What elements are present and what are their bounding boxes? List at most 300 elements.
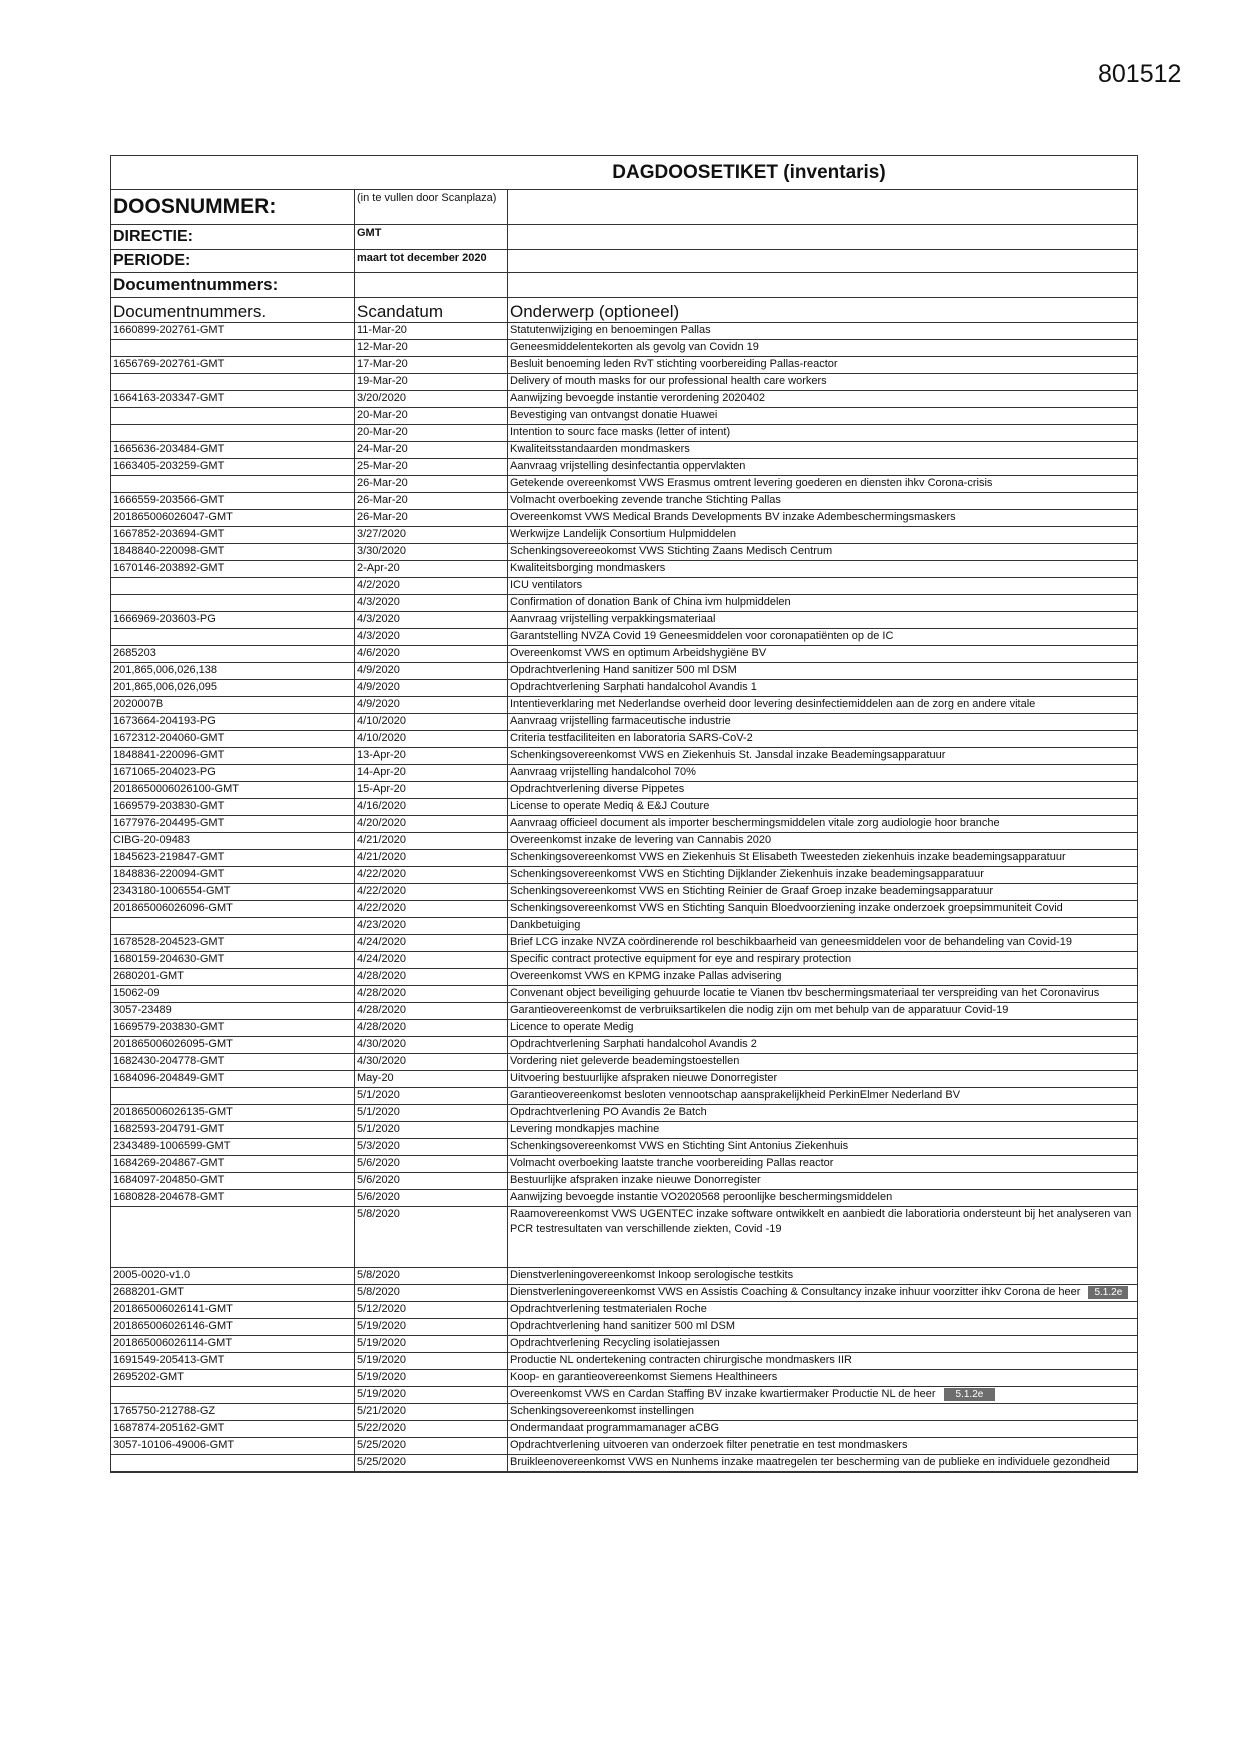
- scan-date-cell: [355, 374, 508, 390]
- table-row: [111, 1319, 1137, 1336]
- subject-cell: [508, 969, 1137, 985]
- scan-date-cell: [355, 952, 508, 968]
- scan-date-cell-text: 4/3/2020: [357, 613, 400, 625]
- doc-number-cell: [111, 476, 355, 492]
- table-row: [111, 1037, 1137, 1054]
- scan-date-cell-text: 26-Mar-20: [357, 494, 408, 506]
- doc-number-cell: [111, 782, 355, 798]
- scan-date-cell-text: May-20: [357, 1072, 394, 1084]
- doc-number-cell-text: 1684096-204849-GMT: [113, 1072, 225, 1084]
- doc-number-cell: [111, 1139, 355, 1155]
- scan-date-cell-text: 3/20/2020: [357, 392, 406, 404]
- scan-date-cell: [355, 714, 508, 730]
- documentnummers-row: [111, 273, 1137, 298]
- doc-number-cell: [111, 1173, 355, 1189]
- scan-date-cell: [355, 459, 508, 475]
- subject-cell: [508, 935, 1137, 951]
- subject-cell: [508, 1054, 1137, 1070]
- scan-date-cell: [355, 986, 508, 1002]
- doc-number-cell-text: 1664163-203347-GMT: [113, 392, 225, 404]
- scan-date-cell-text: 4/30/2020: [357, 1038, 406, 1050]
- subject-cell: [508, 1071, 1137, 1087]
- scan-date-cell-text: 2-Apr-20: [357, 562, 400, 574]
- doc-number-cell-text: 1663405-203259-GMT: [113, 460, 225, 472]
- scan-date-cell-text: 15-Apr-20: [357, 783, 406, 795]
- scan-date-cell-text: 5/6/2020: [357, 1174, 400, 1186]
- scan-date-cell: [355, 697, 508, 713]
- subject-cell: [508, 629, 1137, 645]
- subject-cell: [508, 493, 1137, 509]
- table-row: [111, 1190, 1137, 1207]
- scan-date-cell-text: 5/19/2020: [357, 1388, 406, 1400]
- scan-date-cell-text: 5/19/2020: [357, 1320, 406, 1332]
- subject-cell-text: Opdrachtverlening testmaterialen Roche: [510, 1303, 707, 1315]
- scan-date-cell-text: 4/28/2020: [357, 1021, 406, 1033]
- table-row: [111, 1054, 1137, 1071]
- subject-cell-text: Productie NL ondertekening contracten chirurgische mondmaskers IIR: [510, 1354, 852, 1366]
- subject-cell-text: Overeenkomst VWS en KPMG inzake Pallas advisering: [510, 970, 782, 982]
- subject-cell: [508, 748, 1137, 764]
- doc-number-cell: [111, 714, 355, 730]
- subject-cell-text: Getekende overeenkomst VWS Erasmus omtrent levering goederen en diensten ihkv Corona-crisis: [510, 477, 993, 489]
- subject-cell: [508, 425, 1137, 441]
- scan-date-cell: [355, 442, 508, 458]
- table-row: [111, 986, 1137, 1003]
- scan-date-cell-text: 5/8/2020: [357, 1269, 400, 1281]
- scan-date-cell: [355, 935, 508, 951]
- subject-cell: [508, 408, 1137, 424]
- doc-number-cell: [111, 1122, 355, 1138]
- scan-date-cell: [355, 1020, 508, 1036]
- doc-number-cell: [111, 629, 355, 645]
- subject-cell-text: Schenkingsovereenkomst instellingen: [510, 1405, 695, 1417]
- subject-cell: [508, 1353, 1137, 1369]
- doc-number-cell: [111, 1438, 355, 1454]
- subject-cell: [508, 918, 1137, 934]
- doc-number-cell-text: 201865006026047-GMT: [113, 511, 233, 523]
- doc-number-cell-text: 3057-23489: [113, 1004, 172, 1016]
- doc-number-cell: [111, 374, 355, 390]
- subject-cell-text: Garantstelling NVZA Covid 19 Geneesmiddelen voor coronapatiënten op de IC: [510, 630, 894, 642]
- doc-number-cell: [111, 850, 355, 866]
- subject-cell-text: Bruikleenovereenkomst VWS en Nunhems inzake maatregelen ter bescherming van de publieke en individuele gezondheid: [510, 1456, 1110, 1468]
- doc-number-cell: [111, 1156, 355, 1172]
- scan-date-cell-text: 4/9/2020: [357, 664, 400, 676]
- doc-number-cell: [111, 357, 355, 373]
- scan-date-cell-text: 5/6/2020: [357, 1191, 400, 1203]
- table-row: [111, 408, 1137, 425]
- table-row: [111, 918, 1137, 935]
- doc-number-cell: [111, 697, 355, 713]
- doc-number-cell: [111, 493, 355, 509]
- doc-number-cell: [111, 340, 355, 356]
- doc-number-cell: [111, 1037, 355, 1053]
- subject-cell-text: Aanwijzing bevoegde instantie VO2020568 peroonlijke beschermingsmiddelen: [510, 1191, 893, 1203]
- scan-date-cell: [355, 1003, 508, 1019]
- scan-date-cell-text: 4/16/2020: [357, 800, 406, 812]
- subject-cell-text: Schenkingsovereenkomst VWS en Stichting Sint Antonius Ziekenhuis: [510, 1140, 849, 1152]
- doc-number-cell: [111, 799, 355, 815]
- subject-cell-text: Brief LCG inzake NVZA coördinerende rol beschikbaarheid van geneesmiddelen voor de behandeling van Covid-19: [510, 936, 1072, 948]
- table-row: [111, 510, 1137, 527]
- scan-date-cell: [355, 1455, 508, 1471]
- subject-cell-text: Dienstverleningovereenkomst Inkoop serologische testkits: [510, 1269, 794, 1281]
- doc-number-cell: [111, 442, 355, 458]
- doc-number-cell: [111, 459, 355, 475]
- table-row: [111, 1285, 1137, 1302]
- redaction-mark: 5.1.2e: [944, 1388, 996, 1401]
- doc-number-cell: [111, 935, 355, 951]
- doc-number-cell-text: 2343489-1006599-GMT: [113, 1140, 231, 1152]
- scan-date-cell: [355, 391, 508, 407]
- subject-cell-text: Ondermandaat programmamanager aCBG: [510, 1422, 720, 1434]
- table-row: [111, 374, 1137, 391]
- scan-date-cell: [355, 884, 508, 900]
- subject-cell: [508, 884, 1137, 900]
- table-row: [111, 1404, 1137, 1421]
- scan-date-cell-text: 4/20/2020: [357, 817, 406, 829]
- subject-cell: [508, 952, 1137, 968]
- doc-number-cell-text: 1669579-203830-GMT: [113, 800, 225, 812]
- scan-date-cell: [355, 493, 508, 509]
- doc-number-cell-text: 1678528-204523-GMT: [113, 936, 225, 948]
- table-row: [111, 952, 1137, 969]
- scan-date-cell: [355, 1421, 508, 1437]
- periode-value: maart tot december 2020: [355, 250, 508, 272]
- doc-number-cell: [111, 1404, 355, 1420]
- table-row: [111, 629, 1137, 646]
- table-row: [111, 527, 1137, 544]
- table-row: [111, 1105, 1137, 1122]
- scan-date-cell: [355, 799, 508, 815]
- doc-number-cell: [111, 969, 355, 985]
- scan-date-cell-text: 4/6/2020: [357, 647, 400, 659]
- directie-value: GMT: [355, 225, 508, 249]
- doc-number-cell-text: 2688201-GMT: [113, 1286, 184, 1298]
- doc-number-cell-text: 2685203: [113, 647, 156, 659]
- doc-number-cell-text: 1682593-204791-GMT: [113, 1123, 225, 1135]
- subject-cell-text: Schenkingsovereenkomst VWS en Stichting Reinier de Graaf Groep inzake beademingsapparatuur: [510, 885, 994, 897]
- table-row: [111, 850, 1137, 867]
- subject-cell: [508, 374, 1137, 390]
- subject-cell: [508, 1285, 1137, 1301]
- doc-number-cell: [111, 408, 355, 424]
- scan-date-cell: [355, 731, 508, 747]
- scan-date-cell: [355, 1319, 508, 1335]
- scan-date-cell: [355, 1071, 508, 1087]
- scan-date-cell-text: 5/12/2020: [357, 1303, 406, 1315]
- doc-number-cell-text: 1684097-204850-GMT: [113, 1174, 225, 1186]
- doc-number-cell-text: 3057-10106-49006-GMT: [113, 1439, 235, 1451]
- subject-cell: [508, 833, 1137, 849]
- subject-cell-text: Dienstverleningovereenkomst VWS en Assistis Coaching & Consultancy inzake inhuur voorzitter ihkv Corona de heer: [510, 1286, 1081, 1298]
- redaction-mark: 5.1.2e: [1088, 1286, 1128, 1299]
- subject-cell-text: Uitvoering bestuurlijke afspraken nieuwe Donorregister: [510, 1072, 778, 1084]
- scan-date-cell-text: 4/28/2020: [357, 1004, 406, 1016]
- doc-number-cell: [111, 1088, 355, 1104]
- table-row: [111, 1268, 1137, 1285]
- scan-date-cell-text: 26-Mar-20: [357, 511, 408, 523]
- table-row: [111, 476, 1137, 493]
- doc-number-cell-text: 1669579-203830-GMT: [113, 1021, 225, 1033]
- table-row: [111, 731, 1137, 748]
- scan-date-cell: [355, 1387, 508, 1403]
- table-row: [111, 833, 1137, 850]
- scan-date-cell-text: 3/30/2020: [357, 545, 406, 557]
- scan-date-cell-text: 4/3/2020: [357, 596, 400, 608]
- scan-date-cell-text: 17-Mar-20: [357, 358, 408, 370]
- table-row: [111, 1003, 1137, 1020]
- doc-number-cell: [111, 1190, 355, 1206]
- scan-date-cell: [355, 595, 508, 611]
- scan-date-cell: [355, 1190, 508, 1206]
- subject-cell-text: Aanvraag vrijstelling verpakkingsmateriaal: [510, 613, 716, 625]
- doc-number-cell-text: 1684269-204867-GMT: [113, 1157, 225, 1169]
- table-row: [111, 561, 1137, 578]
- col-doc-header: Documentnummers.: [111, 298, 355, 322]
- doc-number-cell-text: 1673664-204193-PG: [113, 715, 216, 727]
- table-row: [111, 425, 1137, 442]
- doc-number-cell-text: 1666559-203566-GMT: [113, 494, 225, 506]
- scan-date-cell-text: 4/2/2020: [357, 579, 400, 591]
- scan-date-cell: [355, 1336, 508, 1352]
- subject-cell: [508, 850, 1137, 866]
- subject-cell: [508, 1190, 1137, 1206]
- scan-date-cell: [355, 1105, 508, 1121]
- subject-cell-text: Criteria testfaciliteiten en laboratoria SARS-CoV-2: [510, 732, 753, 744]
- scan-date-cell-text: 14-Apr-20: [357, 766, 406, 778]
- doc-number-cell: [111, 731, 355, 747]
- scan-date-cell: [355, 612, 508, 628]
- scan-date-cell: [355, 561, 508, 577]
- scan-date-cell: [355, 918, 508, 934]
- subject-cell: [508, 1455, 1137, 1471]
- doc-number-cell: [111, 1105, 355, 1121]
- col-subject-header: Onderwerp (optioneel): [510, 302, 680, 321]
- subject-cell-text: Opdrachtverlening PO Avandis 2e Batch: [510, 1106, 707, 1118]
- subject-cell-text: Schenkingsovereeokomst VWS Stichting Zaans Medisch Centrum: [510, 545, 833, 557]
- subject-cell-text: Kwaliteitsstandaarden mondmaskers: [510, 443, 690, 455]
- scan-date-cell-text: 20-Mar-20: [357, 409, 408, 421]
- scan-date-cell-text: 24-Mar-20: [357, 443, 408, 455]
- scan-date-cell: [355, 748, 508, 764]
- table-row: [111, 1421, 1137, 1438]
- subject-cell-text: Bestuurlijke afspraken inzake nieuwe Donorregister: [510, 1174, 761, 1186]
- subject-cell: [508, 867, 1137, 883]
- sheet-title: DAGDOOSETIKET (inventaris): [111, 156, 1137, 190]
- table-row: [111, 782, 1137, 799]
- subject-cell: [508, 459, 1137, 475]
- table-row: [111, 1370, 1137, 1387]
- doc-number-cell-text: 1672312-204060-GMT: [113, 732, 225, 744]
- doc-number-cell-text: 2695202-GMT: [113, 1371, 184, 1383]
- scan-date-cell: [355, 408, 508, 424]
- table-row: [111, 391, 1137, 408]
- doc-number-cell-text: 2018650006026100-GMT: [113, 783, 239, 795]
- subject-cell-text: Dankbetuiging: [510, 919, 581, 931]
- scan-date-cell: [355, 850, 508, 866]
- subject-cell: [508, 1302, 1137, 1318]
- subject-cell: [508, 986, 1137, 1002]
- scan-date-cell-text: 4/28/2020: [357, 970, 406, 982]
- doc-number-cell-text: 2005-0020-v1.0: [113, 1269, 191, 1281]
- doc-number-cell: [111, 1319, 355, 1335]
- subject-cell-text: Opdrachtverlening Recycling isolatiejassen: [510, 1337, 720, 1349]
- doc-number-cell: [111, 578, 355, 594]
- doc-number-cell-text: 1667852-203694-GMT: [113, 528, 225, 540]
- subject-cell-text: Raamovereenkomst VWS UGENTEC inzake software ontwikkelt en aanbiedt die laboratioria ondersteunt bij het analyseren van PCR testresultaten van verschillende ziekten, Covid -19: [510, 1208, 1132, 1235]
- subject-cell: [508, 476, 1137, 492]
- subject-cell-text: Geneesmiddelentekorten als gevolg van Covidn 19: [510, 341, 759, 353]
- subject-cell-text: Opdrachtverlening Sarphati handalcohol Avandis 1: [510, 681, 757, 693]
- doc-number-cell: [111, 1207, 355, 1267]
- subject-cell-text: Schenkingsovereenkomst VWS en Stichting Dijklander Ziekenhuis inzake beademingsapparatuur: [510, 868, 984, 880]
- doc-number-cell-text: 1848840-220098-GMT: [113, 545, 225, 557]
- scan-date-cell-text: 5/19/2020: [357, 1337, 406, 1349]
- scan-date-cell: [355, 629, 508, 645]
- scan-date-cell-text: 5/8/2020: [357, 1208, 400, 1220]
- scan-date-cell: [355, 663, 508, 679]
- scan-date-cell-text: 26-Mar-20: [357, 477, 408, 489]
- doc-number-cell: [111, 901, 355, 917]
- table-row: [111, 680, 1137, 697]
- table-row: [111, 714, 1137, 731]
- table-row: [111, 935, 1137, 952]
- column-headers: [111, 298, 1137, 323]
- doc-number-cell-text: 1665636-203484-GMT: [113, 443, 225, 455]
- doc-number-cell-text: 1845623-219847-GMT: [113, 851, 225, 863]
- doc-number-cell: [111, 646, 355, 662]
- subject-cell-text: Specific contract protective equipment for eye and respirary protection: [510, 953, 852, 965]
- periode-extra: [508, 250, 1137, 272]
- scan-date-cell: [355, 425, 508, 441]
- scan-date-cell: [355, 527, 508, 543]
- scan-date-cell: [355, 357, 508, 373]
- doc-number-cell-text: 201865006026135-GMT: [113, 1106, 233, 1118]
- scan-date-cell: [355, 1370, 508, 1386]
- scan-date-cell-text: 4/24/2020: [357, 953, 406, 965]
- subject-cell: [508, 612, 1137, 628]
- scan-date-cell-text: 5/6/2020: [357, 1157, 400, 1169]
- doc-number-cell: [111, 1285, 355, 1301]
- table-row: [111, 1455, 1137, 1472]
- table-row: [111, 442, 1137, 459]
- periode-row: [111, 250, 1137, 273]
- subject-cell: [508, 1122, 1137, 1138]
- doc-number-cell-text: 1660899-202761-GMT: [113, 324, 225, 336]
- doc-number-cell: [111, 833, 355, 849]
- scan-date-cell: [355, 1207, 508, 1267]
- scan-date-cell: [355, 323, 508, 339]
- scan-date-cell-text: 5/19/2020: [357, 1371, 406, 1383]
- subject-cell: [508, 1003, 1137, 1019]
- subject-cell-text: Aanvraag vrijstelling handalcohol 70%: [510, 766, 696, 778]
- subject-cell: [508, 442, 1137, 458]
- table-row: [111, 799, 1137, 816]
- table-row: [111, 1207, 1137, 1268]
- scan-date-cell: [355, 1285, 508, 1301]
- doc-number-cell-text: 2020007B: [113, 698, 164, 710]
- subject-cell-text: Bevestiging van ontvangst donatie Huawei: [510, 409, 718, 421]
- subject-cell: [508, 1173, 1137, 1189]
- scan-date-cell-text: 4/21/2020: [357, 834, 406, 846]
- scan-date-cell-text: 5/25/2020: [357, 1439, 406, 1451]
- subject-cell: [508, 323, 1137, 339]
- subject-cell: [508, 731, 1137, 747]
- table-row: [111, 1438, 1137, 1455]
- doosnummer-label: DOOSNUMMER:: [111, 190, 355, 224]
- table-row: [111, 748, 1137, 765]
- subject-cell-text: Besluit benoeming leden RvT stichting voorbereiding Pallas-reactor: [510, 358, 838, 370]
- subject-cell-text: Convenant object beveiliging gehuurde locatie te Vianen tbv beschermingsmateriaal ter verspreiding van het Coronavirus: [510, 987, 1100, 999]
- scan-date-cell-text: 11-Mar-20: [357, 324, 407, 336]
- doc-number-cell-text: 1680159-204630-GMT: [113, 953, 225, 965]
- scan-date-cell-text: 4/10/2020: [357, 715, 406, 727]
- table-row: [111, 1088, 1137, 1105]
- doc-number-cell: [111, 1455, 355, 1471]
- doc-number-cell-text: 201865006026141-GMT: [113, 1303, 233, 1315]
- subject-cell-text: Opdrachtverlening uitvoeren van onderzoek filter penetratie en test mondmaskers: [510, 1439, 908, 1451]
- doc-number-cell-text: 1691549-205413-GMT: [113, 1354, 225, 1366]
- subject-cell: [508, 646, 1137, 662]
- doc-number-cell: [111, 816, 355, 832]
- table-row: [111, 816, 1137, 833]
- doc-number-cell-text: 1682430-204778-GMT: [113, 1055, 225, 1067]
- subject-cell-text: Aanvraag vrijstelling desinfectantia oppervlakten: [510, 460, 746, 472]
- doc-number-cell: [111, 765, 355, 781]
- subject-cell-text: Intention to sourc face masks (letter of intent): [510, 426, 731, 438]
- table-row: [111, 867, 1137, 884]
- doc-number-cell: [111, 680, 355, 696]
- subject-cell-text: Garantieovereenkomst besloten vennootschap aansprakelijkheid PerkinElmer Nederland BV: [510, 1089, 961, 1101]
- subject-cell: [508, 901, 1137, 917]
- subject-cell: [508, 765, 1137, 781]
- subject-cell-text: Kwaliteitsborging mondmaskers: [510, 562, 666, 574]
- subject-cell-text: Volmacht overboeking laatste tranche voorbereiding Pallas reactor: [510, 1157, 834, 1169]
- scan-date-cell: [355, 1088, 508, 1104]
- subject-cell-text: License to operate Mediq & E&J Couture: [510, 800, 710, 812]
- scan-date-cell-text: 5/8/2020: [357, 1286, 400, 1298]
- subject-cell-text: Overeenkomst VWS en Cardan Staffing BV inzake kwartiermaker Productie NL de heer: [510, 1388, 936, 1400]
- table-row: [111, 595, 1137, 612]
- directie-row: [111, 225, 1137, 250]
- scan-date-cell: [355, 680, 508, 696]
- doc-number-cell: [111, 748, 355, 764]
- subject-cell-text: Overeenkomst VWS en optimum Arbeidshygiëne BV: [510, 647, 767, 659]
- scan-date-cell: [355, 510, 508, 526]
- subject-cell: [508, 816, 1137, 832]
- subject-cell-text: ICU ventilators: [510, 579, 583, 591]
- scan-date-cell-text: 4/21/2020: [357, 851, 406, 863]
- scan-date-cell: [355, 765, 508, 781]
- table-row: [111, 323, 1137, 340]
- subject-cell: [508, 510, 1137, 526]
- subject-cell-text: Koop- en garantieovereenkomst Siemens Healthineers: [510, 1371, 778, 1383]
- scan-date-cell-text: 25-Mar-20: [357, 460, 408, 472]
- subject-cell-text: Werkwijze Landelijk Consortium Hulpmiddelen: [510, 528, 737, 540]
- table-row: [111, 340, 1137, 357]
- doc-number-cell-text: CIBG-20-09483: [113, 834, 191, 846]
- scan-date-cell: [355, 1037, 508, 1053]
- doc-number-cell: [111, 595, 355, 611]
- subject-cell-text: Aanwijzing bevoegde instantie verordening 2020402: [510, 392, 766, 404]
- scan-date-cell: [355, 969, 508, 985]
- scan-date-cell-text: 5/1/2020: [357, 1123, 400, 1135]
- scan-date-cell-text: 3/27/2020: [357, 528, 406, 540]
- subject-cell: [508, 1088, 1137, 1104]
- subject-cell: [508, 527, 1137, 543]
- scan-date-cell: [355, 544, 508, 560]
